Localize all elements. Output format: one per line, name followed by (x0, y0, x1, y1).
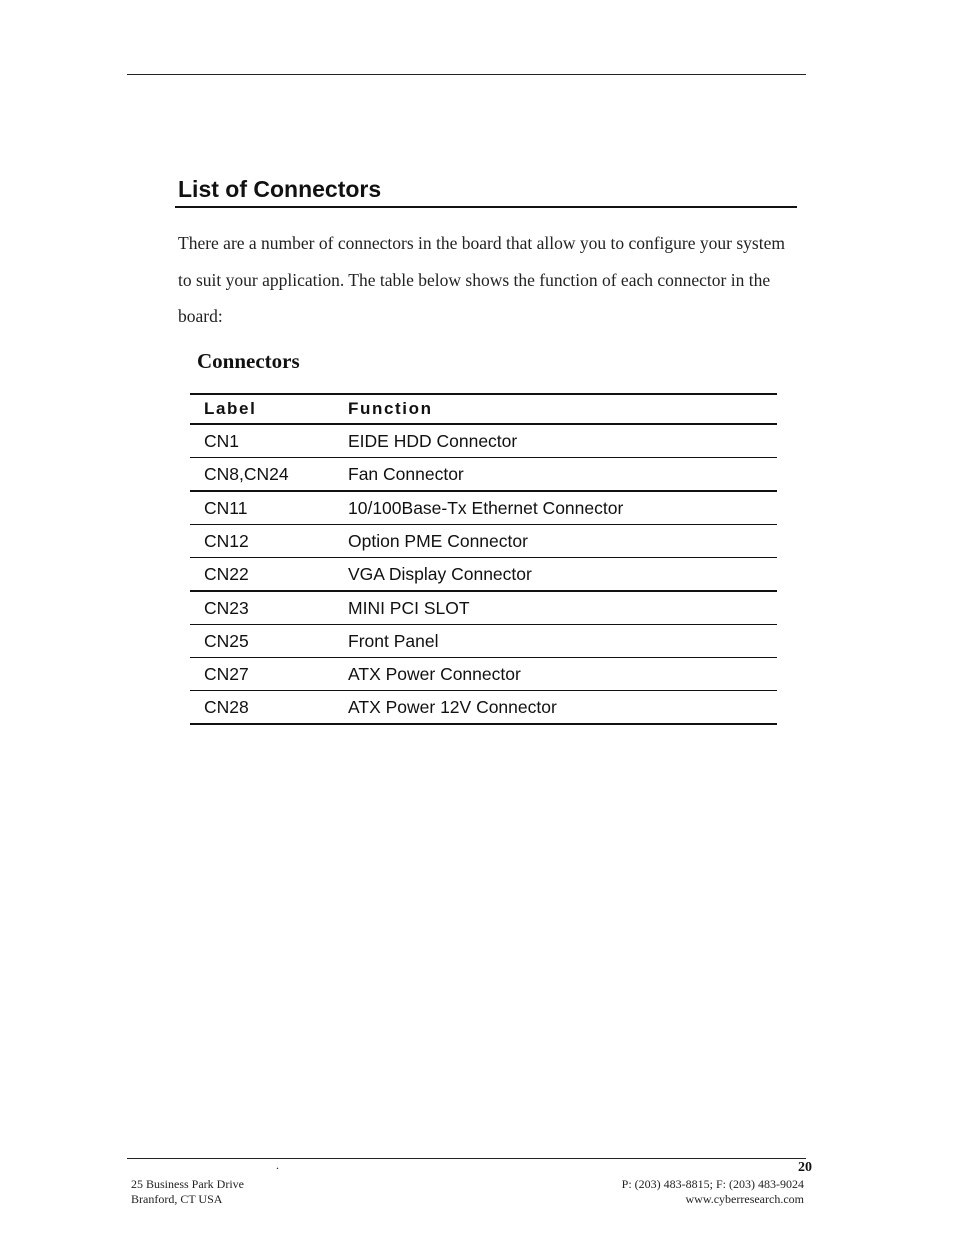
header-rule (127, 74, 806, 75)
table-row (190, 625, 777, 658)
connector-function: Fan Connector (334, 458, 777, 492)
table-row (190, 591, 777, 625)
title-underline (175, 206, 797, 208)
connector-label: CN23 (190, 591, 334, 625)
connector-label: CN27 (190, 658, 334, 691)
connector-label: CN1 (190, 424, 334, 458)
column-header-label: Label (190, 394, 334, 424)
page-number: 20 (798, 1160, 812, 1175)
table-row (190, 424, 777, 458)
connector-function: EIDE HDD Connector (334, 424, 777, 458)
connector-function: VGA Display Connector (334, 558, 777, 592)
connector-function: ATX Power Connector (334, 658, 777, 691)
phone-fax: P: (203) 483-8815; F: (203) 483-9024 (621, 1177, 804, 1191)
connector-label: CN11 (190, 491, 334, 525)
connector-label: CN25 (190, 625, 334, 658)
connector-function: Option PME Connector (334, 525, 777, 558)
address-line-2: Branford, CT USA (131, 1192, 223, 1206)
intro-paragraph: There are a number of connectors in the board that allow you to configure your system to suit your application. The table below shows the function of each connector in the board: (178, 233, 785, 326)
table-row (190, 558, 777, 592)
table-row (190, 491, 777, 525)
address-line-1: 25 Business Park Drive (131, 1177, 244, 1191)
table-row (190, 458, 777, 492)
footer-contact (622, 1177, 804, 1207)
connector-function: Front Panel (334, 625, 777, 658)
table-row (190, 691, 777, 725)
connector-label: CN22 (190, 558, 334, 592)
table-row (190, 525, 777, 558)
footer-rule (127, 1158, 806, 1159)
column-header-function: Function (334, 394, 777, 424)
table-row (190, 658, 777, 691)
connector-label: CN12 (190, 525, 334, 558)
connector-label: CN8,CN24 (190, 458, 334, 492)
connector-function: MINI PCI SLOT (334, 591, 777, 625)
footer-dot: . (276, 1158, 279, 1172)
table-header-row (190, 394, 777, 424)
connector-label: CN28 (190, 691, 334, 725)
connectors-table (190, 393, 777, 725)
section-title: List of Connectors (178, 176, 382, 202)
connector-function: ATX Power 12V Connector (334, 691, 777, 725)
table-caption: Connectors (197, 349, 300, 373)
website-link[interactable]: www.cyberresearch.com (685, 1192, 804, 1206)
footer-address (131, 1177, 244, 1207)
connector-function: 10/100Base-Tx Ethernet Connector (334, 491, 777, 525)
